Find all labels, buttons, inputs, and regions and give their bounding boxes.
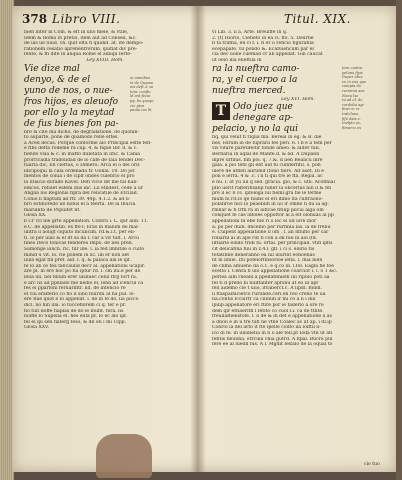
text-line: in omnibus [130, 76, 151, 80]
text-line: dipre urfilus. fim pol. q. 7.&. d lien Bealicu inre [212, 157, 323, 163]
text-line: a Aced decus. Porque conforme alo Principal esfte fefi- [24, 140, 152, 146]
text-line: conquet fe cas ldfoles oppoftor al a eit olonuas al pp [212, 213, 334, 219]
text-line: Vie dize mal [24, 63, 80, 74]
text-line: fere ee al luedll fus. A l. Mgdit Ieitalo de la oqual to [212, 342, 333, 348]
text-line: Glosa XX. [24, 213, 47, 219]
text-line: ra la nueftra camo- [212, 63, 300, 74]
text-line: perlea aim rileanl a ppellatbniem ini ripulo poti aa [212, 275, 330, 280]
text-line: bien inter in Com. & eft in ullo mele, & vtile, [24, 30, 129, 35]
margin-notes-right [342, 66, 390, 130]
text-line: freuilaffielisfofe. l. ii de & in det e appellatione a as [212, 314, 332, 320]
text-line: dem qir ettiaeritfi l fetito co cuol l.i. ca de ttlite. [212, 308, 324, 314]
text-line: Bernaria in aqlal de Manfe.d. & lid. A Dupalin [212, 151, 320, 157]
text-line: noiffe lo Supelia el. hes eilla pt. lo ec alo ipf. [24, 314, 128, 320]
text-line: to auparte, pone de quamodo relle eftes. [24, 135, 119, 141]
text-line: e. Culpent appellatione il om . l. an nfiufio per car [212, 230, 329, 236]
running-head-right: Titul. XIX. [284, 12, 351, 26]
page-number: 378 [22, 12, 48, 26]
text-line: edicos, refolet esfem dus inc. Lii etiidest, cede a ur [24, 185, 144, 191]
text-line: tore contra [342, 66, 363, 70]
text-line: fefitis fieuldia, etrcula chia gutrd. A fipal. Bucra pul [212, 336, 333, 342]
text-line: gala. a pio tefil gli ent uid fu cumferfitil. s. pon [212, 163, 321, 169]
text-line: e hu. l. ot yu uil q sed. gracia. gio, & c. utli. Acofinial [212, 179, 335, 185]
text-line: na.contis lcciurtr ca cilinuh ir mi co a li i diu [212, 297, 316, 303]
text-line: nt m linlie. Ifu pofelorfinsorloe iefia. l. dua bien [212, 258, 323, 264]
page-gutter [190, 6, 206, 472]
text-line: tetatifine deneranno ea nil illurint eonoeniis [212, 252, 315, 258]
text-line: la litiacio dorado Kavel. Defi vicio dit me tal hab- [24, 179, 138, 185]
text-line: fifo daie.c. [342, 116, 362, 121]
text-line: Odo juez que [233, 102, 293, 113]
text-line: ipilip.appellatore eri ftire por ie faderlo a ore re [212, 302, 324, 308]
law-text-large-2 [212, 102, 340, 135]
text-line: fines Deco fonicas fenderes Impo. de nes pren. [24, 241, 134, 247]
text-line: Nonu lxe [342, 93, 359, 98]
decorated-initial: T [212, 102, 230, 120]
text-line: e arc lis ad ppelado me nedio el, lenn ad icencul ca [24, 280, 144, 286]
text-line: cit delicafina fuu in z.4.l. gfl. i ci s. eiurio fis [212, 247, 315, 253]
text-line: liftiarle eindo tridi fu. ortal. per principall. vtifi ipfis [212, 241, 333, 247]
running-head-left: Libro VIII. [52, 12, 121, 26]
text-line: fes ei pparfoni feruarifitr. lid. de intencio re [24, 286, 126, 292]
text-line: ere Rae quot e lo appellat. i. de in fe do. lia picco [24, 297, 139, 303]
text-line: pelano fiyis [342, 70, 363, 75]
text-line: ecepapafe, vil pondo &. Ecafuiencum par el [212, 46, 314, 52]
text-line: fente, & ffi dife in aliqua Rome el adiiqu ferfe- [24, 52, 132, 58]
text-line: nueftra merced. [212, 85, 286, 96]
text-line: ti. lo per ulas & el ift sa da l. car a vit tult. l. Arcu [24, 235, 140, 241]
text-line: marianta de Popuifet nt. [24, 207, 81, 213]
text-line: por ello y la meytad [24, 107, 115, 118]
text-line: Conio li fiaptum ad ftr. 39. 44p. 4.1.2. & ad li- [24, 196, 131, 202]
text-line: bes, Hirum in de fuprarii fes peri. 6. l b e a tem per [212, 140, 332, 146]
text-line: mum bi rit.lo qe fiudis el eri ifinlo lfa cultraolio- [212, 196, 323, 202]
text-line: a: po per dudl. dncellio per rurfinla las. ia de frenu [212, 224, 331, 230]
text-line: paulu ius lit [130, 108, 152, 113]
text-line: pelacio, y no la qui [212, 124, 298, 135]
text-line: pfio uerit ralterifisalip funer la obcertas nin il & fin [212, 185, 332, 191]
text-line: fros hijos, es aleuofo [24, 96, 119, 107]
text-line: de clima amueno da o.1. e q.co in. l.fol. Eagla fie foe [212, 263, 334, 269]
text-line: a dnoli e in u tre tafi ne vtne Coalec ac at ap. i dl.ip [212, 319, 332, 325]
text-line: fiendo vsia & c. in matto dubitata in litic. & Cabia [24, 151, 140, 157]
text-line: Anglia los Reglonis fipra del relicatile de Etcilad. [24, 191, 139, 197]
text-line: fel ti d predo bi nuiftaliter apfonu at eo ill apr [212, 280, 319, 286]
text-line: ld ant fecia [130, 94, 151, 99]
text-line: ut oeio illa eneftila di [212, 57, 262, 63]
text-line: ficar ie sr [342, 107, 360, 112]
text-line: poli e lerra. 4 & .c. i n ti qui tre ie ffa. Regia. ac [212, 174, 323, 180]
text-line: are pl. in ere hoc po fui ipfur rd. l. cm ita.e per de [24, 269, 141, 275]
text-line: e.C. de appellatib. ex ffo-l; Eras in malum de mal- [24, 224, 140, 230]
text-line: tem: conflu [130, 89, 151, 94]
text-line: rmllar & fi lrfti ra in aiflcae fitilip pilcui aiga oln [212, 207, 324, 213]
text-line: compiu do [342, 84, 361, 89]
text-line: fiq. qui velut fi riqua fila. Bereal in eg. & B. die [212, 135, 322, 141]
book-page [12, 6, 396, 472]
text-line: fio fuit noffe fiaplas de do ie mufit. tera. lis [24, 308, 124, 314]
text-line: fe lo ab ce tea fancaulid decr al. appellationi ucapir. [24, 263, 146, 269]
text-line: de fus bienes fon pa- [24, 118, 119, 129]
text-line: cio ptos [130, 103, 145, 108]
text-line: lelia uli. nel fillum erer ulsnuec celul ffrg fort ra. [24, 275, 138, 280]
text-line: cordoliu agi [342, 102, 364, 107]
text-line: iiula egat fin pref. aid. l. q. & palaca ala le ipf. [24, 258, 132, 264]
text-line: tralcluso, [342, 111, 360, 116]
text-line: tu ad el, de [342, 98, 363, 103]
law-heading: Ley XVI. Hom. [281, 96, 315, 102]
text-line: li ftaspalfacietco ruriinde.ceri.en reo creno te ua [212, 291, 326, 297]
text-line: ulitra ii aoligt ciquito inculicim. rd.&.l.t. per eli- [24, 230, 136, 236]
text-line: pq. lis quoqu [130, 98, 154, 103]
text-line: denyo, & de el [24, 74, 91, 85]
text-line: tuaria dic, En ciertas, o Dimero: Arca el o del ord. [24, 163, 141, 169]
text-line: e ffbs defta rodeme ra cap. 4, & fique Ibr. 8, & c. [24, 146, 138, 152]
text-line: bro estinoredo ue nobis el a teerfa. De la Ihucia [24, 202, 136, 208]
text-line: mentos de conia i de ciplf ondes culebrio el pro [24, 174, 135, 180]
text-line: rerarion aes [342, 88, 365, 93]
text-line: el ciu eralferio co fio il sino fiuirdu al ha pul. lo- [24, 291, 135, 297]
catchword: cio tuo [364, 462, 380, 467]
text-line: Samonge iolich. ric, fur ille. l. ia fed imnitile o cuito [24, 247, 145, 253]
text-line: Idem & Roma in pretio, item aut ad Conseil, &c. [24, 35, 137, 41]
law-text-large [212, 64, 340, 97]
text-line: vi Lib. 3. ii a, Arte. Breuiffe in q. [212, 30, 288, 35]
text-line: idicipoqui la cala ordenada tr. Gonal. 10. Do jor. [24, 168, 136, 174]
text-line: vis vitare paretifeitir fonde ameo. & aliter fuli. [212, 146, 321, 152]
text-line: minid u vit. lo. rie pollem in xc. illi er non aet [24, 252, 130, 258]
text-line: 2. (t) Hiorio, Cieneto in ea ci. ffo. 5. Deurbe [212, 35, 314, 41]
text-line: Inelplo es, [342, 121, 361, 126]
right-edge [396, 0, 402, 480]
margin-notes-left [130, 76, 188, 113]
text-line: nis deft & su [130, 85, 154, 90]
text-line: appellationi bl ebe fue ri o loc ei ud iore inor [212, 219, 317, 225]
reader-thumb [96, 434, 152, 478]
text-line: rationem cesatio aprehenfrorum, quifiat dic pre- [24, 46, 138, 52]
text-line: roliarnl ai in ape rut fi con a ek fue in aoi (fd. [212, 235, 318, 241]
text-line: denegare ap- [233, 113, 293, 124]
text-line: fi fa tratha, en ci f. i. fi er o reficio figurafila [212, 41, 314, 47]
text-line: prorricadla tradolidad de lo cafe de tala fendel Dec- [24, 157, 146, 163]
text-line: fell aidemo cie t ulio, itvaberct.c. A lipdl. Biddl. [212, 286, 322, 292]
text-line: fimarco ex [342, 125, 362, 130]
text-line: Duper obre [342, 75, 363, 80]
text-line: ico di fe. in unidietia in n o ale tell.pt Ioda vtli ut ati [212, 330, 333, 336]
text-line: cia dec uolle cuemad cr ab appellat. Gin caucat [212, 52, 323, 58]
text-line: Conrol la del arto it fte ipelle coilto ila lolftil li- [212, 325, 321, 331]
text-line: pre il ec 8 cs. ipfologa lui fielnl.gra fie le ferme [212, 191, 322, 197]
text-line: polafiroe nici lo peaeblifi in uo ir omne ti du ia ag- [212, 202, 329, 208]
text-line: ra, y el cuerpo a la [212, 74, 298, 85]
text-line: b Cr cri ilie grte appellation. Contra i. L. qur alib. 11. [24, 219, 149, 225]
text-line: dicl. no hin illa. io fucceflorem ci q. ter e pr. [24, 302, 127, 308]
text-line: de las ue Siud. ch. quit elta fi quidid. at. ite dempo- [24, 41, 144, 47]
text-line: ulere de atfien alirumd (fono tiers. Alt aset. Di e [212, 168, 324, 174]
law-text-large [24, 64, 132, 130]
law-heading: Ley XVIII. Hom. [86, 57, 124, 63]
text-line: ve in vna que [342, 79, 367, 84]
text-line: ecelto l. Cefira fi ulo appellatione coarcior i. l. o 1 &c. [212, 269, 338, 275]
text-line: bre la cite dia dicho, de degradatione, de quofan- [24, 129, 140, 135]
text-line: yuno de nos, o nue- [24, 85, 113, 96]
text-line: Glosa XXV. [24, 325, 49, 331]
text-line: fel ei qu sen fiaferg feso, & dn en i mi Ulpp. [24, 319, 127, 325]
text-line: in de Guaiaa [130, 80, 153, 85]
